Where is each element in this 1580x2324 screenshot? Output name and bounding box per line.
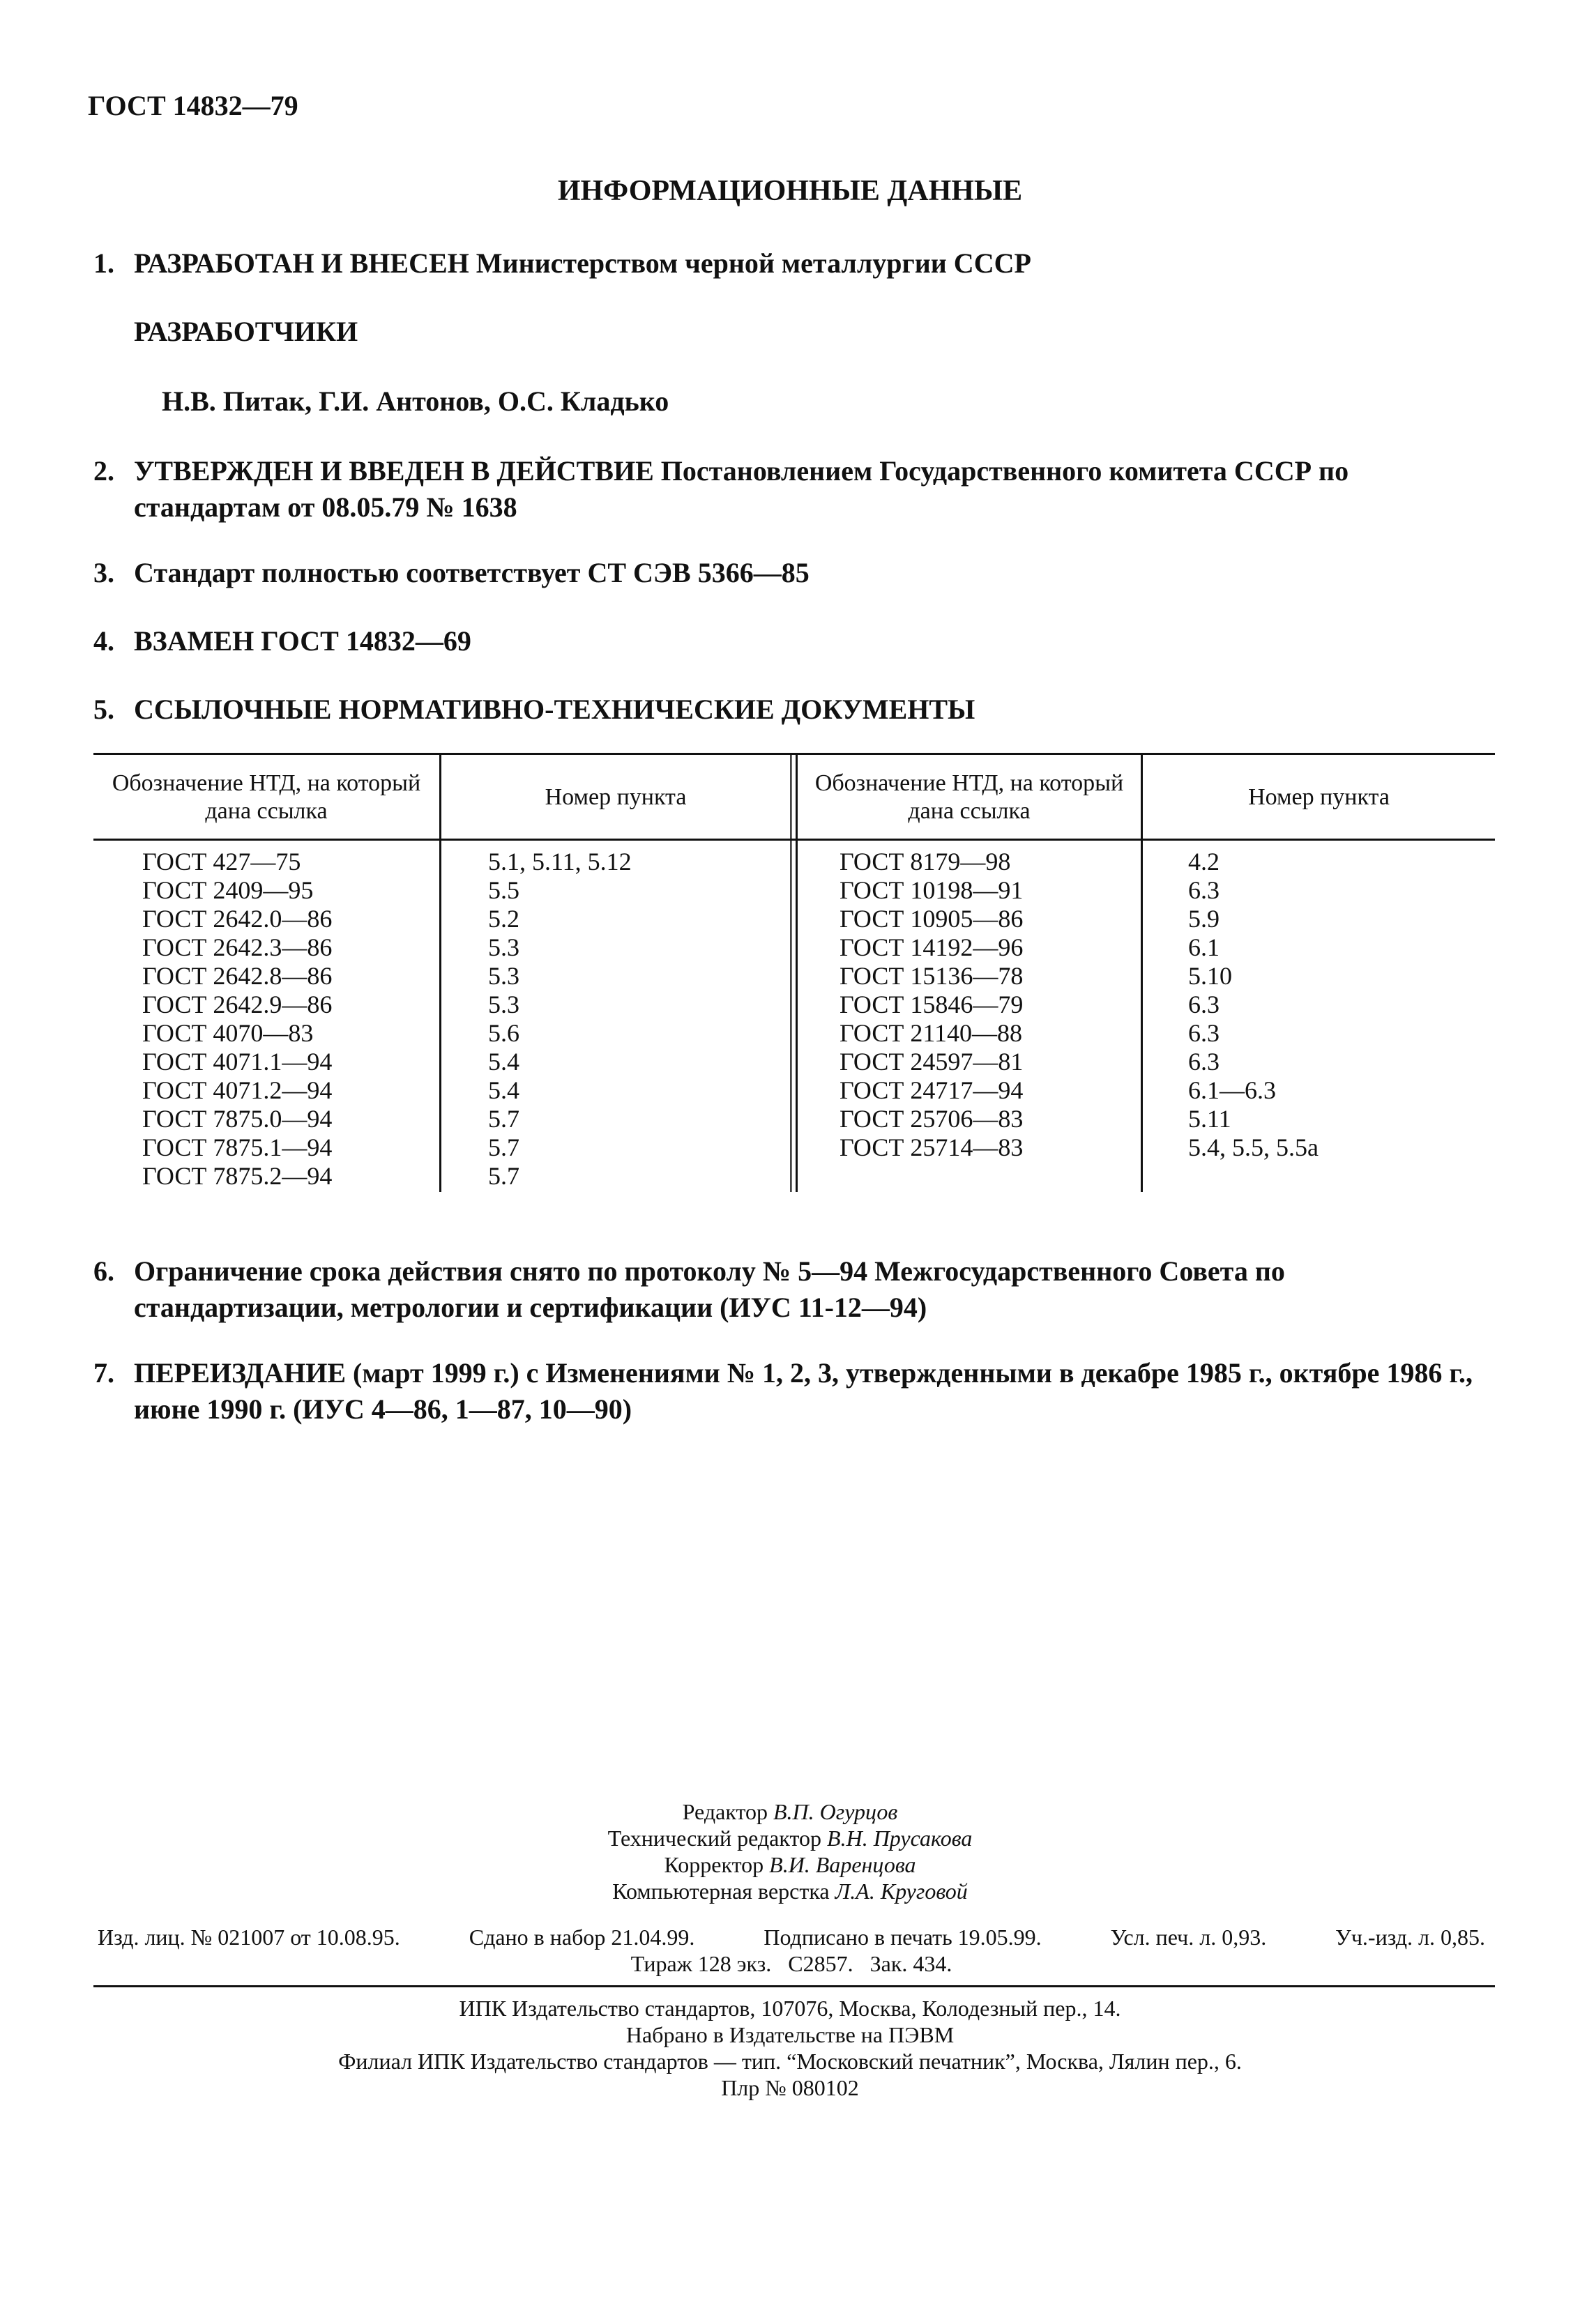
col-points-left: [488, 848, 632, 1191]
reference-table: [93, 753, 1495, 1192]
credit-person: В.И. Варенцова: [769, 1852, 916, 1877]
print-info: [98, 1924, 1485, 1977]
point-ref: 6.3: [1188, 1019, 1220, 1047]
point-ref: 6.3: [1188, 876, 1220, 904]
credits-block: [0, 1798, 1580, 1904]
item-7: [93, 1355, 1495, 1428]
point-ref: 5.5: [488, 876, 519, 904]
item-5: [93, 691, 1495, 728]
credit-label: Корректор: [664, 1852, 764, 1877]
item-text: Министерством черной металлургии СССР: [476, 247, 1031, 279]
doc-ref: ГОСТ 10198—91: [840, 876, 1024, 904]
point-ref: 5.2: [488, 905, 519, 933]
imprint-block: [0, 1995, 1580, 2101]
point-ref: 5.3: [488, 962, 519, 990]
doc-ref: ГОСТ 24597—81: [840, 1048, 1024, 1076]
point-ref: 6.1—6.3: [1188, 1076, 1276, 1104]
doc-ref: ГОСТ 427—75: [142, 848, 301, 876]
imprint-line: ИПК Издательство стандартов, 107076, Москва, Колодезный пер., 14.: [459, 1996, 1121, 2021]
header-doc-right: Обозначение НТД, на который дана ссылка: [814, 770, 1124, 824]
point-ref: 6.3: [1188, 1048, 1220, 1076]
credit-editor: [0, 1798, 1580, 1825]
document-code: ГОСТ 14832—79: [88, 90, 298, 121]
header-point-left: Номер пункта: [545, 784, 687, 810]
doc-ref: ГОСТ 10905—86: [840, 905, 1024, 933]
doc-ref: ГОСТ 4071.1—94: [142, 1048, 333, 1076]
credit-person: Л.А. Круговой: [835, 1879, 968, 1904]
item-2: [93, 453, 1495, 526]
developers-names: Н.В. Питак, Г.И. Антонов, О.С. Кладько: [162, 385, 669, 417]
point-ref: 6.1: [1188, 933, 1220, 961]
header-doc-left: Обозначение НТД, на который дана ссылка: [112, 770, 421, 824]
point-ref: 5.3: [488, 991, 519, 1018]
col-docs-left: [142, 848, 332, 1191]
print-signed: Подписано в печать 19.05.99.: [764, 1925, 1042, 1950]
point-ref: 6.3: [1188, 991, 1220, 1018]
credit-person: В.Н. Прусакова: [827, 1826, 973, 1851]
col-points-right: [1188, 848, 1319, 1162]
item-number: 5.: [93, 694, 114, 725]
pub-sheets: Уч.-изд. л. 0,85.: [1335, 1925, 1485, 1950]
item-4: [93, 623, 1495, 659]
credit-person: В.П. Огурцов: [773, 1799, 898, 1824]
item-1: [93, 245, 1495, 282]
print-run: Тираж 128 экз. С2857. Зак. 434.: [630, 1951, 952, 1976]
doc-ref: ГОСТ 25714—83: [840, 1133, 1024, 1161]
point-ref: 5.11: [1188, 1105, 1231, 1133]
doc-ref: ГОСТ 7875.0—94: [142, 1105, 333, 1133]
point-ref: 5.7: [488, 1162, 519, 1190]
point-ref: 5.4: [488, 1048, 519, 1076]
point-ref: 5.7: [488, 1133, 519, 1161]
doc-ref: ГОСТ 8179—98: [840, 848, 1011, 876]
item-text: ВЗАМЕН ГОСТ 14832—69: [134, 625, 471, 657]
item-text: Стандарт полностью соответствует СТ СЭВ 5366—85: [134, 557, 810, 588]
item-number: 4.: [93, 625, 114, 657]
doc-ref: ГОСТ 2409—95: [142, 876, 314, 904]
doc-ref: ГОСТ 25706—83: [840, 1105, 1024, 1133]
doc-ref: ГОСТ 4071.2—94: [142, 1076, 333, 1104]
item-lead: УТВЕРЖДЕН И ВВЕДЕН В ДЕЙСТВИЕ: [134, 455, 654, 487]
credit-tech-editor: [0, 1825, 1580, 1851]
item-number: 1.: [93, 247, 114, 279]
doc-ref: ГОСТ 2642.8—86: [142, 962, 333, 990]
credit-label: Компьютерная верстка: [612, 1879, 830, 1904]
credit-layout: [0, 1878, 1580, 1904]
imprint-line: Плр № 080102: [721, 2075, 859, 2100]
point-ref: 5.3: [488, 933, 519, 961]
doc-ref: ГОСТ 24717—94: [840, 1076, 1024, 1104]
imprint-line: Филиал ИПК Издательство стандартов — тип. “Московский печатник”, Москва, Лялин пер., 6.: [338, 2049, 1242, 2074]
point-ref: 5.10: [1188, 962, 1232, 990]
point-ref: 5.7: [488, 1105, 519, 1133]
page-title: ИНФОРМАЦИОННЫЕ ДАННЫЕ: [557, 175, 1023, 207]
point-ref: 5.9: [1188, 905, 1220, 933]
print-sent: Сдано в набор 21.04.99.: [469, 1925, 695, 1950]
item-3: [93, 555, 1495, 591]
doc-ref: ГОСТ 21140—88: [840, 1019, 1023, 1047]
item-number: 2.: [93, 455, 114, 487]
point-ref: 5.1, 5.11, 5.12: [488, 848, 632, 876]
item-text: ПЕРЕИЗДАНИЕ (март 1999 г.) с Изменениями № 1, 2, 3, утвержденными в декабре 1985 г., октябре 1986 г., июне 1990 г. (ИУС 4—86, 1—87, 10—90): [134, 1357, 1473, 1425]
doc-ref: ГОСТ 2642.9—86: [142, 991, 333, 1018]
point-ref: 5.4, 5.5, 5.5а: [1188, 1133, 1319, 1161]
point-ref: 5.4: [488, 1076, 519, 1104]
item-text: Ограничение срока действия снято по протоколу № 5—94 Межгосударственного Совета по стандартизации, метрологии и сертификации (ИУС 11-12—94): [134, 1255, 1285, 1323]
doc-ref: ГОСТ 14192—96: [840, 933, 1024, 961]
doc-ref: ГОСТ 2642.0—86: [142, 905, 333, 933]
item-number: 3.: [93, 557, 114, 588]
point-ref: 4.2: [1188, 848, 1220, 876]
item-number: 6.: [93, 1255, 114, 1287]
credit-label: Технический редактор: [607, 1826, 822, 1851]
doc-ref: ГОСТ 15136—78: [840, 962, 1024, 990]
developers-label: РАЗРАБОТЧИКИ: [134, 316, 358, 347]
doc-ref: ГОСТ 2642.3—86: [142, 933, 333, 961]
table-double-divider: [790, 753, 798, 1192]
header-point-right: Номер пункта: [1248, 784, 1390, 810]
item-text: Постановлением Государственного комитета СССР по стандартам от 08.05.79 № 1638: [134, 455, 1349, 523]
item-lead: РАЗРАБОТАН И ВНЕСЕН: [134, 247, 469, 279]
doc-ref: ГОСТ 15846—79: [840, 991, 1024, 1018]
imprint-line: Набрано в Издательстве на ПЭВМ: [625, 2022, 955, 2047]
print-license: Изд. лиц. № 021007 от 10.08.95.: [98, 1925, 400, 1950]
doc-ref: ГОСТ 7875.1—94: [142, 1133, 333, 1161]
item-6: [93, 1253, 1495, 1326]
imprint-rule: [93, 1985, 1495, 1987]
doc-ref: ГОСТ 7875.2—94: [142, 1162, 333, 1190]
item-number: 7.: [93, 1357, 114, 1389]
item-text: ССЫЛОЧНЫЕ НОРМАТИВНО-ТЕХНИЧЕСКИЕ ДОКУМЕНТЫ: [134, 694, 975, 725]
col-docs-right: [840, 848, 1023, 1162]
credit-label: Редактор: [682, 1799, 768, 1824]
credit-corrector: [0, 1851, 1580, 1878]
point-ref: 5.6: [488, 1019, 519, 1047]
print-sheets: Усл. печ. л. 0,93.: [1110, 1925, 1267, 1950]
doc-ref: ГОСТ 4070—83: [142, 1019, 314, 1047]
